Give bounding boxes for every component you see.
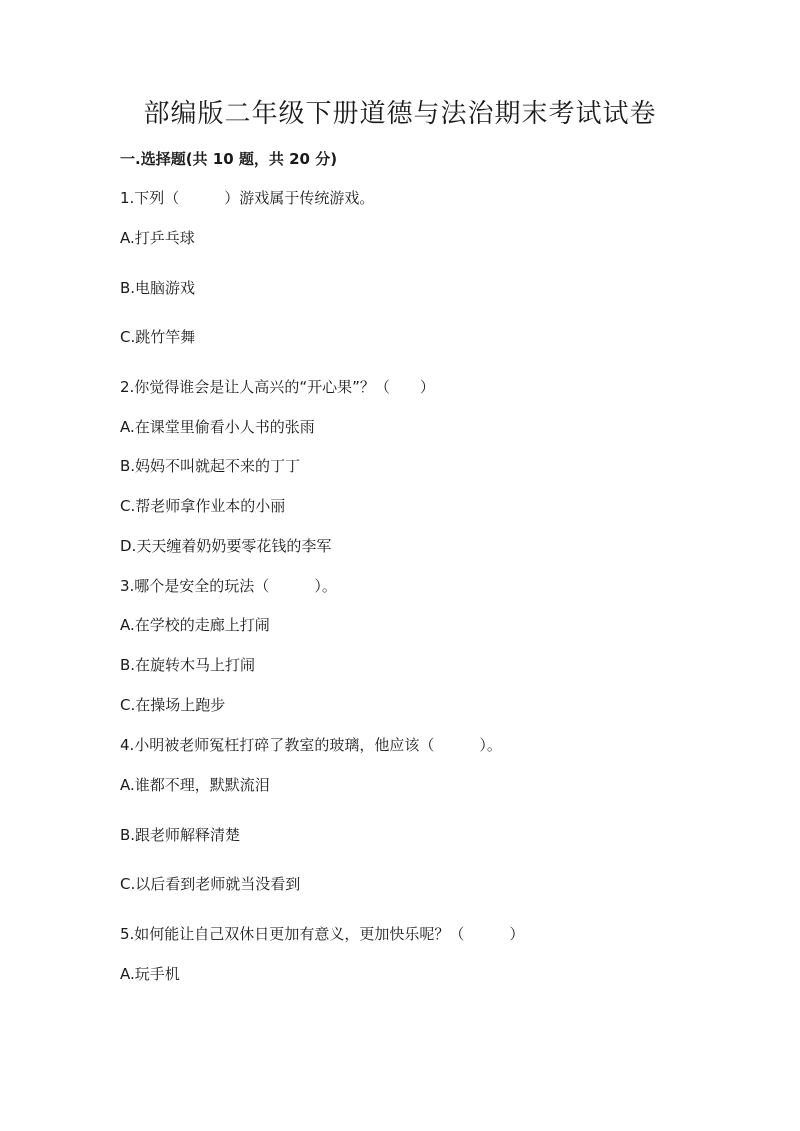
question-2-option-a: A.在课堂里偷看小人书的张雨 [120, 418, 315, 436]
section-heading: 一.选择题(共 10 题，共 20 分) [120, 150, 338, 168]
question-5-stem: 5.如何能让自己双休日更加有意义，更加快乐呢？（ ） [120, 925, 525, 943]
question-2-option-b: B.妈妈不叫就起不来的丁丁 [120, 457, 301, 475]
question-2-option-d: D.天天缠着奶奶要零花钱的李军 [120, 537, 332, 555]
question-1-option-b: B.电脑游戏 [120, 279, 196, 297]
question-3-stem: 3.哪个是安全的玩法（ ）。 [120, 577, 337, 595]
question-4-stem: 4.小明被老师冤枉打碎了教室的玻璃，他应该（ ）。 [120, 736, 502, 754]
question-1-option-c: C.跳竹竿舞 [120, 328, 196, 346]
question-5-option-a: A.玩手机 [120, 965, 180, 983]
question-4-option-b: B.跟老师解释清楚 [120, 826, 241, 844]
question-3-option-b: B.在旋转木马上打闹 [120, 656, 256, 674]
exam-title: 部编版二年级下册道德与法治期末考试试卷 [143, 99, 657, 129]
question-4-option-a: A.谁都不理，默默流泪 [120, 776, 270, 794]
question-3-option-a: A.在学校的走廊上打闹 [120, 616, 270, 634]
question-2-option-c: C.帮老师拿作业本的小丽 [120, 497, 286, 515]
question-2-stem: 2.你觉得谁会是让人高兴的“开心果”？（ ） [120, 378, 435, 396]
question-4-option-c: C.以后看到老师就当没看到 [120, 875, 301, 893]
question-3-option-c: C.在操场上跑步 [120, 696, 226, 714]
question-1-option-a: A.打乒乓球 [120, 229, 195, 247]
question-1-stem: 1.下列（ ）游戏属于传统游戏。 [120, 189, 375, 207]
